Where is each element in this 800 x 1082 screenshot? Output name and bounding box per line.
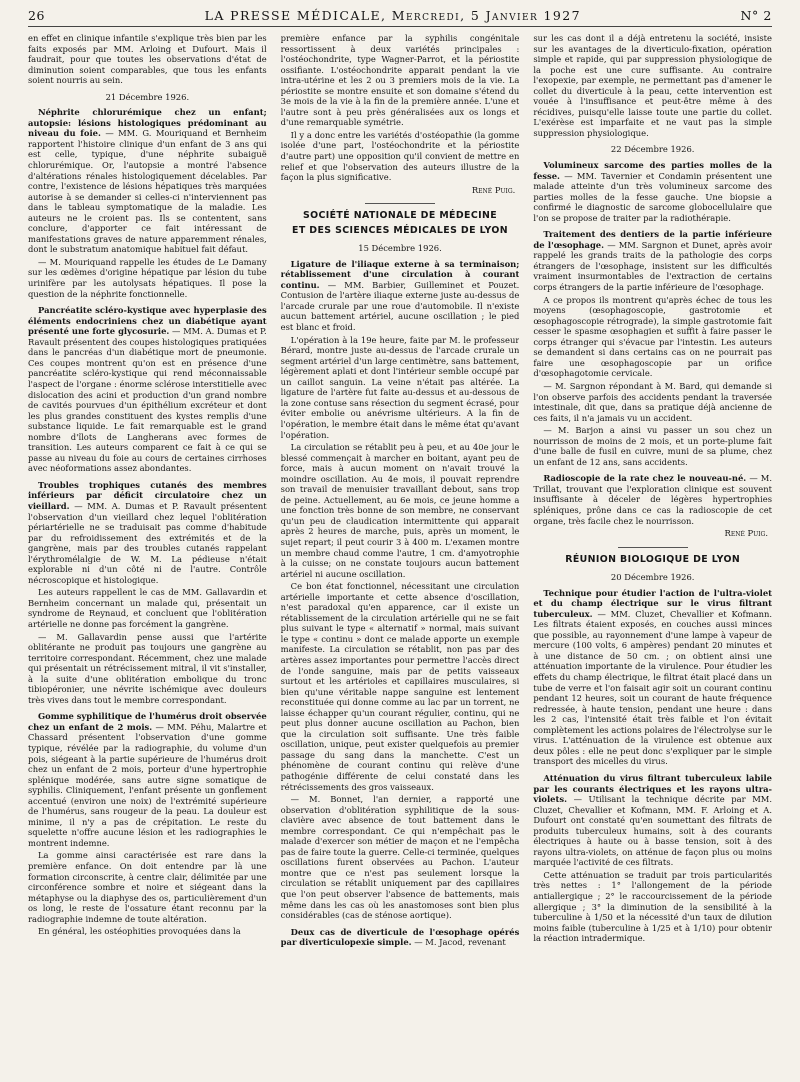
- issue-number: N° 2: [740, 8, 772, 23]
- paragraph: [533, 160, 772, 223]
- paragraph: [28, 480, 267, 585]
- society-heading: RÉUNION BIOLOGIQUE DE LYON: [565, 553, 741, 565]
- journal-title: LA PRESSE MÉDICALE, Mercredi, 5 Janvier 1927: [204, 8, 581, 23]
- article-title: Troubles trophiques cutanés des membres inférieurs par déficit circulatoire chez un vieillard.: [28, 479, 267, 511]
- paragraph: — M. Barjon a ainsi vu passer un sou chez un nourrisson de moins de 2 mois, et un porte-plume fait d'une balle de fusil en cuivre, muni de sa plume, chez un enfant de 12 ans, sans accidents.: [533, 425, 772, 467]
- article-title: Technique pour étudier l'action de l'ultra-violet et du champ électrique sur le virus filtrant tuberculeux.: [533, 587, 772, 619]
- article-text: — MM. Barbier, Guilleminet et Pouzet. Contusion de l'artère iliaque externe juste au-dessus de l'arcade crurale par une roue d'automobile. Il n'existe aucun battement artériel, aucune oscillation ; le pied est blanc et froid.: [280, 279, 520, 333]
- article-text: — MM. A. Dumas et P. Ravault présentent des coupes histologiques pratiquées dans le pancréas d'un diabétique mort de pneumonie. Ces coupes montrent qu'on est en présence d'une pancréatite scléro-kystique qui rend méconnaissable l'aspect de l'organe : énorme sclérose interstitielle avec dislocation des acini et production d'un grand nombre de cavités pourvues d'un épithélium excréteur et dont les plus grandes constituent des kystes remplis d'une substance liquide. Le fait remarquable est le grand nombre d'îlots de Langherans avec formes de transition. Les auteurs comparent ce fait à ce qui se passe au niveau du foie au cours de certaines cirrhoses avec néoformations assez abondantes.: [28, 326, 267, 474]
- section-divider: [365, 203, 435, 204]
- paragraph: [28, 107, 267, 255]
- paragraph: [533, 473, 772, 526]
- paragraph: Cette atténuation se traduit par trois particularités très nettes : 1° l'allongement de la période antiallergique ; 2° le raccourcissement de la période allergique ; 3° la diminution de la sensibilité à la tuberculine à 1/50 et la nécessité d'un taux de dilution moins faible (tuberculine à 1/25 et à 1/10) pour obtenir la réaction intradermique.: [533, 869, 772, 944]
- paragraph: La gomme ainsi caractérisée est rare dans la première enfance. On doit entendre par là une formation circonscrite, à centre clair, délimitée par une circonférence sombre et noire et siégeant dans la métaphyse ou la diaphyse des os, particulièrement d'un os long, le reste de l'ossature étant reconnu par la radiographie indemne de toute altération.: [28, 850, 267, 924]
- paragraph: [533, 588, 772, 767]
- text-columns: [28, 33, 772, 1079]
- page-header: [28, 8, 772, 27]
- article-text: — M. Jacod, revenant: [414, 937, 506, 948]
- article-title: Atténuation du virus filtrant tuberculeux labile par les courants électriques et les rayons ultra-violets.: [533, 772, 772, 805]
- paragraph: [533, 773, 772, 868]
- column-2: [281, 33, 520, 1079]
- society-heading: ET DES SCIENCES MÉDICALES DE LYON: [292, 224, 508, 236]
- session-date: 15 Décembre 1926.: [358, 243, 442, 254]
- section-divider: [618, 547, 688, 548]
- article-text: — M. Trillat, trouvant que l'exploration clinique est souvent insuffisante à déceler de légères hypertrophies spléniques, prône dans ce cas la radioscopie de cet organe, très facile chez le nourrisson.: [533, 473, 772, 526]
- article-text: — MM. Sargnon et Dunet, après avoir rappelé les grands traits de la pathologie des corps étrangers de l'œsophage, insistent sur les difficultés vraiment insurmontables de l'extraction de certains corps étrangers de la partie inférieure de l'œsophage.: [533, 239, 772, 293]
- paragraph: — M. Bonnet, l'an dernier, a rapporté une observation d'oblitération syphilitique de la sous-clavière avec absence de tout battement dans le membre correspondant. Ce qui n'empêchait pas le malade d'exercer son métier de maçon et ne l'empêcha pas de faire toute la guerre. Celle-ci terminée, quelques oscillations furent observées au Pachon. L'auteur montre que ce n'est pas seulement lorsque la circulation se rétablit uniquement par des capillaires que l'on peut observer l'absence de battements, mais même dans les cas où les anastomoses sont bien plus considérables (cas de sténose aortique).: [280, 794, 520, 921]
- article-title: Volumineux sarcome des parties molles de la fesse.: [533, 160, 772, 181]
- column-1: [28, 33, 267, 1079]
- article-title: Néphrite chlorurémique chez un enfant; autopsie: lésions histologiques prédominant au niveau du foie.: [28, 107, 267, 139]
- paragraph: première enfance par la syphilis congénitale ressortissent à deux variétés principales : l'ostéochondrite, type Wagner-Parrot, et la périostite ossifiante. L'ostéochondrite apparait pendant la vie intra-utérine et les 2 ou 3 premiers mois de la vie. La périostite se montre ensuite et son domaine s'étend du 3e mois de la vie à la fin de la première année. L'une et l'autre sont à peu près généralisées aux os longs et d'une remarquable symétrie.: [280, 33, 520, 128]
- paragraph: en effet en clinique infantile s'explique très bien par les faits exposés par MM. Arloing et Dufourt. Mais il faudrait, pour que toutes les observations d'état de diminution soient comparables, que tous les enfants soient nourris au sein.: [28, 33, 267, 86]
- article-title: Traitement des dentiers de la partie inférieure de l'œsophage.: [533, 229, 772, 250]
- page-number: 26: [28, 8, 46, 23]
- society-heading: SOCIÉTÉ NATIONALE DE MÉDECINE: [302, 210, 498, 222]
- article-title: Ligature de l'iliaque externe à sa terminaison; rétablissement d'une circulation à courant continu.: [280, 258, 520, 290]
- paragraph: — M. Mouriquand rappelle les études de Le Damany sur les œdèmes d'origine hépatique par lésion du tube urinifère par les autolysats hépatiques. Il pose la question de la néphrite fonctionnelle.: [28, 256, 267, 299]
- column-3: [533, 33, 772, 1079]
- article-title: Gomme syphilitique de l'humérus droit observée chez un enfant de 2 mois.: [28, 711, 267, 732]
- article-text: — MM. A. Dumas et P. Ravault présentent l'observation d'un vieillard chez lequel l'oblitération périartérielle ne se traduisait pas comme d'habitude par du refroidissement des extrémités et de la gangrène, mais par des troubles cutanés rappelant l'érythromélalgie de W. M. La pédieuse n'était explorable ni d'un côté ni de l'autre. Contrôle nécroscopique et histologique.: [28, 500, 267, 585]
- article-text: — Utilisant la technique décrite par MM. Cluzet, Chevallier et Kofmann, MM. F. Arloing et A. Dufourt ont constaté qu'en soumettant des filtrats de produits tuberculeux humains, soit à des courants électriques à haute ou à basse tension, soit à des rayons ultra-violets, on atténue de façon plus ou moins marquée l'activité de ces filtrats.: [533, 794, 772, 868]
- paragraph: [281, 259, 520, 333]
- paragraph: Il y a donc entre les variétés d'ostéopathie (la gomme isolée d'une part, l'ostéochondrite et la périostite d'autre part) une opposition qu'il convient de mettre en relief et que l'observation des auteurs illustre de la façon la plus significative.: [280, 129, 520, 183]
- paragraph: La circulation se rétablit peu à peu, et au 40e jour le blessé commençait à marcher en boitant, ayant peu de force, mais à aucun moment on n'avait trouvé la moindre oscillation. Au 4e mois, il pouvait reprendre son travail de menuisier travaillant debout, sans trop de peine. Actuellement, au 6e mois, ce jeune homme a une fonction très bonne de son membre, ne conservant qu'un peu de claudication intermittente qui apparait après 2 heures de marche, puis, après un moment, le sujet repart; il peut courir 3 à 400 m. L'examen montre un membre chaud comme l'autre, 1 cm. d'amyotrophie à la cuisse; on ne constate toujours aucun battement artériel ni aucune oscillation.: [280, 442, 520, 579]
- paragraph: Ce bon état fonctionnel, nécessitant une circulation artérielle importante et cette absence d'oscillation, n'est paradoxal qu'en apparence, car il existe un rétablissement de la circulation artérielle qui ne se fait plus suivant le type « alternatif » normal, mais suivant le type « continu » dont ce malade apporte un exemple manifeste. La circulation se rétablit, non pas par des artères assez importantes pour permettre l'accès direct de l'onde sanguine, mais par de petits vaisseaux surtout et les artérioles et capillaires musculaires, si bien qu'une véritable nappe sanguine est lentement reconstituée qui donne comme au lac par un torrent, ne laisse échapper qu'un courant régulier, continu, qui ne peut plus donner aucune oscillation au Pachon, bien que la circulation soit suffisante. Une très faible oscillation, unique, peut exister quelquefois au premier passage du sang dans la manchette. C'est un phénomène de courant continu qui relève d'une pathogénie différente de celui constaté dans les rétrécissements des gros vaisseaux.: [280, 581, 520, 792]
- paragraph: sur les cas dont il a déjà entretenu la société, insiste sur les avantages de la diverticulo-fixation, opération simple et rapide, qui par suppression physiologique de la poche est une cure suffisante. Au contraire l'exopexie, par exemple, ne permettant pas d'amener le collet du diverticule à la peau, cette intervention est vouée à l'insuffisance et peut-être même à des récidives, puisqu'elle laisse toute une partie du collet. L'exérèse est imparfaite et ne vaut pas la simple suppression physiologique.: [533, 33, 772, 138]
- paragraph: Les auteurs rappellent le cas de MM. Gallavardin et Bernheim concernant un malade qui, présentait un syndrome de Reynaud, et concluent que l'oblitération artérielle ne donne pas forcément la gangrène.: [28, 587, 267, 629]
- paragraph: [533, 229, 772, 292]
- paragraph: En général, les ostéophities provoquées dans la: [38, 926, 241, 937]
- paragraph: [28, 711, 267, 848]
- paragraph: — M. Sargnon répondant à M. Bard, qui demande si l'on observe parfois des accidents pendant la traversée intestinale, dit que, dans sa pratique déjà ancienne de ces faits, il n'a jamais vu un accident.: [533, 380, 772, 423]
- session-date: 22 Décembre 1926.: [610, 144, 695, 155]
- article-text: — MM. Cluzet, Chevallier et Kofmann. Les filtrats étaient exposés, en couches aussi minces que possible, au rayonnement d'une lampe à vapeur de mercure (100 volts, 6 ampères) pendant 20 minutes et à une distance de 50 cm. ; on obtient ainsi une atténuation importante de la virulence. Pour étudier les effets du champ électrique, le filtrat était placé dans un tube de verre et l'on faisait agir soit un courant continu pendant 12 heures, soit un courant de haute fréquence redressée, à haute tension, pendant une heure : dans les 2 cas, l'intensité était très faible et l'on évitait complètement les actions polaires de l'électrolyse sur le virus. L'atténuation de la virulence est obtenue aux deux pôles : elle ne peut donc s'expliquer par le simple transport des micelles du virus.: [533, 608, 772, 767]
- paragraph: — M. Gallavardin pense aussi que l'artérite oblitérante ne produit pas toujours une gangrène au territoire correspondant. Récemment, chez une malade qui présentait un rétrécissement mitral, il vit s'installer, à la suite d'une oblitération embolique du tronc tibiopéronier, une névrite ischémique avec douleurs très vives dans tout le membre correspondant.: [28, 631, 267, 705]
- session-date: 21 Décembre 1926.: [105, 91, 190, 102]
- article-title: Pancréatite scléro-kystique avec hyperplasie des éléments endocriniens chez un diabétique ayant présenté une forte glycosurie.: [28, 305, 267, 337]
- author-signature: René Puig.: [724, 528, 769, 539]
- article-text: — MM. Péhu, Malartre et Chassard présentent l'observation d'une gomme typique, révélée par la radiographie, du volume d'un pois, siégeant à la partie supérieure de l'humérus droit chez un enfant de 2 mois, porteur d'une hypertrophie splénique modérée, sans autre signe somatique de syphilis. Cliniquement, l'enfant présente un gonflement accentué (environ une noix) de l'extrémité supérieure de l'humérus, sans rougeur de la peau. La douleur est minime, il n'y a pas de crépitation. Le reste du squelette n'offre aucune lésion et les radiographies le montrent indemne.: [28, 721, 267, 848]
- article-title: Deux cas de diverticule de l'œsophage opérés par diverticulopexie simple.: [280, 926, 520, 948]
- paragraph: L'opération à la 19e heure, faite par M. le professeur Bérard, montre juste au-dessus de l'arcade crurale un segment artériel d'un large centimètre, sans battement, légèrement aplati et dont l'intérieur semble occupé par un caillot sanguin. La veine n'était pas altérée. La ligature de l'artère fut faite au-dessus et au-dessous de la zone contuse sans résection du segment écrasé, pour éviter embolie ou anévrisme ultérieurs. A la fin de l'opération, le membre était dans le même état qu'avant l'opération.: [280, 334, 520, 440]
- article-title: Radioscopie de la rate chez le nouveau-né.: [543, 473, 747, 484]
- session-date: 20 Décembre 1926.: [610, 572, 695, 583]
- article-text: — MM. G. Mouriquand et Bernheim rapportent l'histoire clinique d'un enfant de 3 ans qui est celle, typique, d'une néphrite subaiguë chlorurémique. Or, l'autopsie a montré l'absence d'altérations rénales histologiquement décelables. Par contre, l'existence de lésions hépatiques très marquées autorise à se demander si celles-ci n'interviennent pas dans le tableau symptomatique de la maladie. Les auteurs ne le croient pas. Ils se contentent, sans conclure, d'apporter ce fait intéressant de manifestations graves de nature apparemment rénales, dont le substratum anatomique habituel fait défaut.: [28, 128, 267, 255]
- paragraph: [281, 927, 520, 948]
- article-text: — MM. Tavernier et Condamin présentent une malade atteinte d'un très volumineux sarcome des parties molles de la fesse gauche. Une biopsie a confirmé le diagnostic de sarcome globocellulaire que l'on se propose de traiter par la radiothérapie.: [533, 170, 772, 223]
- paragraph: A ce propos ils montrent qu'après échec de tous les moyens (œsophagoscopie, gastrotomie et œsophagoscopie rétrograde), la simple gastrotomie fait cesser le spasme œsophagien et suffit à faire passer le corps étranger qui s'évacue par l'intestin. Les auteurs se demandent si dans certains cas on ne pourrait pas faire une œsophagoscopie par un orifice d'œsophagotomie cervicale.: [533, 294, 772, 379]
- author-signature: René Puig.: [471, 184, 516, 195]
- paragraph: [28, 305, 267, 474]
